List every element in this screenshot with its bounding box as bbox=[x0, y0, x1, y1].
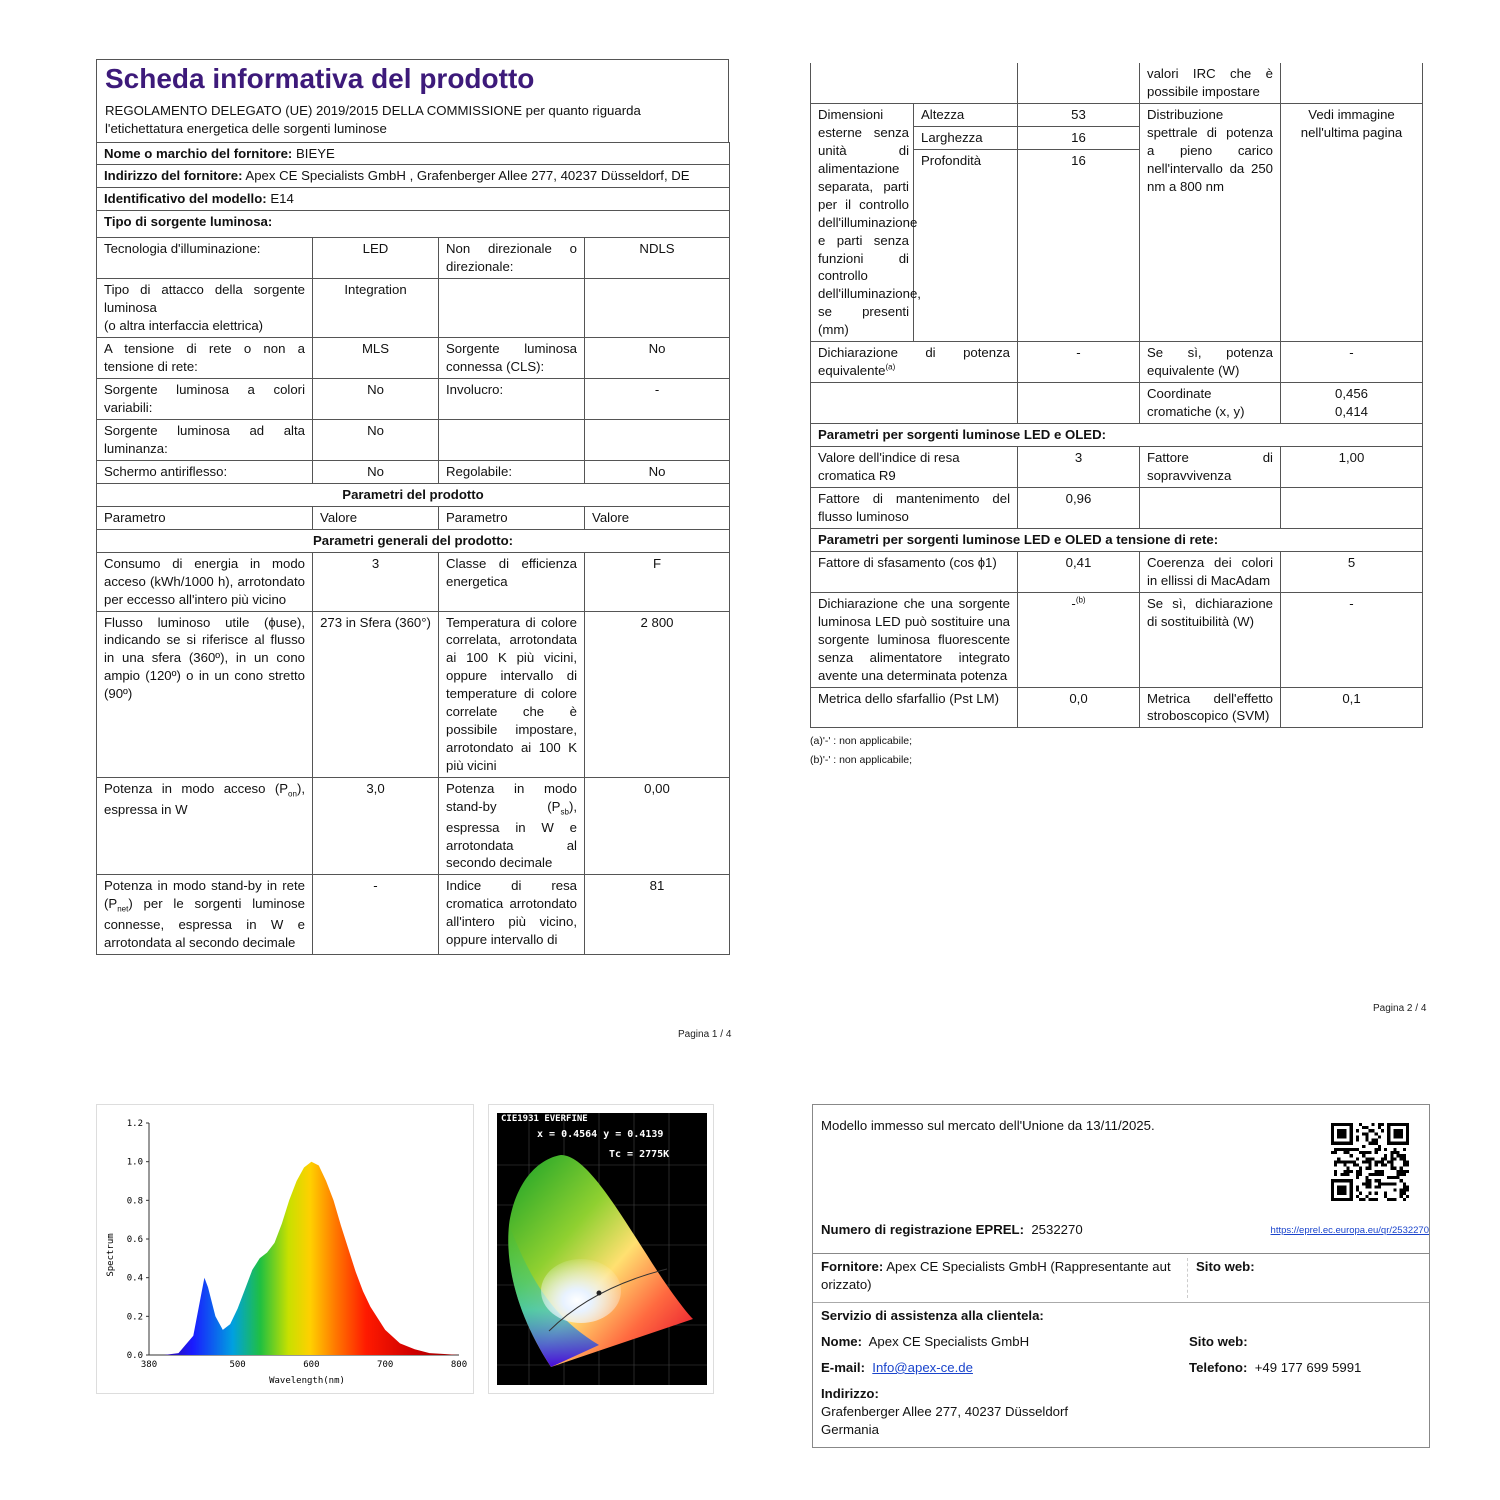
dim-height-label: Altezza bbox=[914, 103, 1018, 126]
table-row bbox=[97, 379, 730, 420]
table-row bbox=[97, 778, 730, 875]
email-link[interactable]: Info@apex-ce.de bbox=[872, 1359, 973, 1375]
cie-diagram bbox=[488, 1104, 714, 1394]
address-label: Indirizzo: bbox=[821, 1385, 879, 1401]
x-tick-label: 380 bbox=[140, 1360, 158, 1370]
table-row bbox=[97, 419, 730, 460]
param-label bbox=[439, 279, 585, 338]
survival-value: 1,00 bbox=[1281, 447, 1423, 488]
general-params-header: Parametri generali del prodotto: bbox=[97, 529, 730, 552]
x-tick-label: 700 bbox=[377, 1360, 394, 1370]
regulation-text: REGOLAMENTO DELEGATO (UE) 2019/2015 DELLA COMMISSIONE per quanto riguarda l'etichettatura energetica delle sorgenti luminose bbox=[105, 102, 641, 136]
supplier-row: Fornitore: Apex CE Specialists GmbH (Rappresentante aut orizzato) bbox=[821, 1258, 1188, 1298]
service-section bbox=[813, 1302, 1429, 1447]
param-label: Classe di efficienza energetica bbox=[439, 552, 585, 611]
param-label: Tecnologia d'illuminazione: bbox=[97, 238, 313, 279]
page-2 bbox=[810, 63, 1422, 767]
param-value: No bbox=[313, 379, 439, 420]
equiv-w-value: - bbox=[1281, 342, 1423, 383]
cie-coords: x = 0.4564 y = 0.4139 bbox=[537, 1129, 664, 1140]
service-website-label: Sito web: bbox=[1189, 1333, 1248, 1349]
replace-w-value: - bbox=[1281, 592, 1423, 687]
param-label: Temperatura di colore correlata, arrotondata ai 100 K più vicini, oppure intervallo di temperature di colore correlate che è possibile impostare, arrotondato ai 100 K più vicini bbox=[439, 611, 585, 778]
page-number-2: Pagina 2 / 4 bbox=[1373, 1003, 1427, 1014]
table-row bbox=[97, 279, 730, 338]
y-tick-label: 0.6 bbox=[126, 1235, 143, 1245]
supplier-address-row: Indirizzo del fornitore: Apex CE Specialists GmbH , Grafenberger Allee 277, 40237 Düsseldorf, DE bbox=[97, 165, 730, 188]
phase-value: 0,41 bbox=[1018, 551, 1140, 592]
qr-code[interactable] bbox=[1331, 1123, 1409, 1201]
table-row bbox=[97, 611, 730, 778]
param-value: 3 bbox=[313, 552, 439, 611]
equiv-value: - bbox=[1018, 342, 1140, 383]
address-line-1: Grafenberger Allee 277, 40237 Düsseldorf bbox=[821, 1403, 1069, 1419]
market-text: Modello immesso sul mercato dell'Unione da 13/11/2025. bbox=[821, 1118, 1155, 1133]
table-row bbox=[97, 460, 730, 483]
param-label bbox=[439, 419, 585, 460]
r9-label: Valore dell'indice di resa cromatica R9 bbox=[811, 447, 1018, 488]
spectrum-area bbox=[149, 1162, 459, 1355]
email-row: E-mail: Info@apex-ce.de bbox=[821, 1359, 973, 1375]
product-info-table bbox=[96, 142, 730, 955]
y-tick-label: 1.2 bbox=[126, 1119, 143, 1129]
param-value: No bbox=[313, 419, 439, 460]
dim-width-value: 16 bbox=[1018, 126, 1140, 149]
table-row bbox=[97, 875, 730, 954]
dim-width-label: Larghezza bbox=[914, 126, 1018, 149]
chroma-label: Coordinate cromatiche (x, y) bbox=[1140, 383, 1281, 424]
param-value: LED bbox=[313, 238, 439, 279]
page-title: Scheda informativa del prodotto bbox=[105, 63, 535, 94]
y-tick-label: 0.2 bbox=[126, 1312, 143, 1323]
website-label: Sito web: bbox=[1196, 1259, 1255, 1274]
param-label: A tensione di rete o non a tensione di rete: bbox=[97, 338, 313, 379]
param-label: Potenza in modo acceso $(P_{on})$, espressa in W bbox=[97, 778, 313, 875]
product-params-header: Parametri del prodotto bbox=[97, 483, 730, 506]
spectrum-ylabel: Spectrum bbox=[106, 1233, 116, 1277]
param-label: Sorgente luminosa a colori variabili: bbox=[97, 379, 313, 420]
led-header: Parametri per sorgenti luminose LED e OLED: bbox=[811, 424, 1423, 447]
param-value: No bbox=[585, 460, 730, 483]
param-value: 3,0 bbox=[313, 778, 439, 875]
y-tick-label: 0.4 bbox=[126, 1273, 143, 1284]
flicker-label: Metrica dello sfarfallio (Pst LM) bbox=[811, 687, 1018, 728]
column-header-row: Parametro Valore Parametro Valore bbox=[97, 506, 730, 529]
table-row bbox=[97, 552, 730, 611]
market-section bbox=[813, 1105, 1429, 1253]
param-value: Integration bbox=[313, 279, 439, 338]
y-tick-label: 0.8 bbox=[126, 1196, 143, 1207]
cie-tc: Tc = 2775K bbox=[609, 1149, 670, 1160]
phase-label: Fattore di sfasamento (cos ɸ1) bbox=[811, 551, 1018, 592]
eprel-link[interactable]: https://eprel.ec.europa.eu/qr/2532270 bbox=[1270, 1225, 1429, 1236]
supplier-section bbox=[813, 1253, 1429, 1302]
param-label: Non direzionale o direzionale: bbox=[439, 238, 585, 279]
x-tick-label: 800 bbox=[450, 1360, 468, 1370]
param-label: Involucro: bbox=[439, 379, 585, 420]
source-type-row: Tipo di sorgente luminosa: bbox=[97, 211, 730, 238]
note-a: (a)'-' : non applicabile; bbox=[810, 735, 913, 748]
model-id: E14 bbox=[270, 191, 294, 207]
param-value: - bbox=[585, 379, 730, 420]
dim-height-value: 53 bbox=[1018, 103, 1140, 126]
strobo-label: Metrica dell'effetto stroboscopico (SVM) bbox=[1140, 687, 1281, 728]
param-value: MLS bbox=[313, 338, 439, 379]
maintenance-label: Fattore di mantenimento del flusso luminoso bbox=[811, 487, 1018, 528]
macadam-label: Coerenza dei colori in ellissi di MacAdam bbox=[1140, 551, 1281, 592]
maintenance-value: 0,96 bbox=[1018, 487, 1140, 528]
param-label: Consumo di energia in modo acceso (kWh/1000 h), arrotondato per eccesso all'intero più vicino bbox=[97, 552, 313, 611]
param-value: 2 800 bbox=[585, 611, 730, 778]
address-line-2: Germania bbox=[821, 1421, 879, 1437]
x-tick-label: 500 bbox=[229, 1360, 246, 1370]
note-b: (b)'-' : non applicabile; bbox=[810, 753, 913, 766]
replace-value: -$^{(b)}$ bbox=[1018, 592, 1140, 687]
supplier-name-row: Nome o marchio del fornitore: BIEYE bbox=[97, 142, 730, 165]
flicker-value: 0,0 bbox=[1018, 687, 1140, 728]
irc-cont: valori IRC che è possibile impostare bbox=[1140, 63, 1281, 103]
param-value: 0,00 bbox=[585, 778, 730, 875]
param-label: Indice di resa cromatica arrotondato all'intero più vicino, oppure intervallo di bbox=[439, 875, 585, 954]
phone-row: Telefono: +49 177 699 5991 bbox=[1189, 1359, 1362, 1375]
spectral-label: Distribuzione spettrale di potenza a pieno carico nell'intervallo da 250 nm a 800 nm bbox=[1140, 103, 1281, 341]
y-tick-label: 0.0 bbox=[126, 1351, 143, 1361]
dim-depth-value: 16 bbox=[1018, 149, 1140, 341]
y-tick-label: 1.0 bbox=[126, 1157, 143, 1168]
supplier-value: Apex CE Specialists GmbH (Rappresentante aut orizzato) bbox=[821, 1259, 1171, 1292]
param-value: NDLS bbox=[585, 238, 730, 279]
page-1 bbox=[96, 59, 729, 955]
cie-header: CIE1931 EVERFINE bbox=[501, 1114, 588, 1124]
x-tick-label: 600 bbox=[303, 1360, 320, 1370]
param-value bbox=[585, 419, 730, 460]
product-info-table-2 bbox=[810, 63, 1423, 728]
supplier-name: BIEYE bbox=[295, 145, 335, 161]
equiv-label: Dichiarazione di potenza equivalente$^{(a)}$ bbox=[811, 342, 1018, 383]
eprel-number: 2532270 bbox=[1031, 1222, 1083, 1237]
equiv-w-label: Se sì, potenza equivalente (W) bbox=[1140, 342, 1281, 383]
param-value bbox=[585, 279, 730, 338]
cie-point bbox=[597, 1291, 602, 1296]
param-label: Tipo di attacco della sorgente luminosa (o altra interfaccia elettrica) bbox=[97, 279, 313, 338]
param-label: Regolabile: bbox=[439, 460, 585, 483]
dims-label: Dimensioni esterne senza unità di alimentazione separata, parti per il controllo dell'illuminazione e parti senza funzioni di controllo dell'illuminazione, se presenti (mm) bbox=[811, 103, 914, 341]
param-label: Flusso luminoso utile (ɸuse), indicando se si riferisce al flusso in una sfera (360º), in un cono ampio (120º) o in un cono stretto (90º) bbox=[97, 611, 313, 778]
param-label: Sorgente luminosa connessa (CLS): bbox=[439, 338, 585, 379]
spectral-value: Vedi immagine nell'ultima pagina bbox=[1281, 103, 1423, 341]
param-value: - bbox=[313, 875, 439, 954]
service-name-row: Nome: Apex CE Specialists GmbH bbox=[821, 1333, 1030, 1349]
param-value: 273 in Sfera (360°) bbox=[313, 611, 439, 778]
param-value: No bbox=[585, 338, 730, 379]
param-label: Potenza in modo stand-by $(P_{sb})$, espressa in W e arrotondata al secondo decimale bbox=[439, 778, 585, 875]
page-number-1: Pagina 1 / 4 bbox=[678, 1029, 732, 1040]
page-4 bbox=[812, 1104, 1430, 1448]
survival-label: Fattore di sopravvivenza bbox=[1140, 447, 1281, 488]
param-label: Potenza in modo stand-by in rete $(P_{net})$ per le sorgenti luminose connesse, espressa in W e arrotondata al secondo decimale bbox=[97, 875, 313, 954]
param-value: F bbox=[585, 552, 730, 611]
replace-label: Dichiarazione che una sorgente luminosa LED può sostituire una sorgente luminosa fluorescente senza alimentatore integrato avente una determinata potenza bbox=[811, 592, 1018, 687]
table-row bbox=[97, 338, 730, 379]
spectrum-xlabel: Wavelength(nm) bbox=[269, 1376, 345, 1386]
supplier-address: Apex CE Specialists GmbH , Grafenberger Allee 277, 40237 Düsseldorf, DE bbox=[245, 168, 690, 184]
eprel-row: Numero di registrazione EPREL: 2532270 bbox=[821, 1222, 1083, 1237]
mains-header: Parametri per sorgenti luminose LED e OLED a tensione di rete: bbox=[811, 528, 1423, 551]
chroma-value: 0,456 0,414 bbox=[1281, 383, 1423, 424]
param-value: No bbox=[313, 460, 439, 483]
param-label: Sorgente luminosa ad alta luminanza: bbox=[97, 419, 313, 460]
page1-header bbox=[96, 59, 729, 142]
macadam-value: 5 bbox=[1281, 551, 1423, 592]
spectrum-chart bbox=[96, 1104, 474, 1394]
strobo-value: 0,1 bbox=[1281, 687, 1423, 728]
param-label: Schermo antiriflesso: bbox=[97, 460, 313, 483]
table-row bbox=[97, 238, 730, 279]
page-3 bbox=[96, 1104, 712, 1392]
param-value: 81 bbox=[585, 875, 730, 954]
dim-depth-label: Profondità bbox=[914, 149, 1018, 341]
service-header: Servizio di assistenza alla clientela: bbox=[821, 1308, 1044, 1323]
replace-w-label: Se sì, dichiarazione di sostituibilità (W) bbox=[1140, 592, 1281, 687]
model-id-row: Identificativo del modello: E14 bbox=[97, 188, 730, 211]
r9-value: 3 bbox=[1018, 447, 1140, 488]
